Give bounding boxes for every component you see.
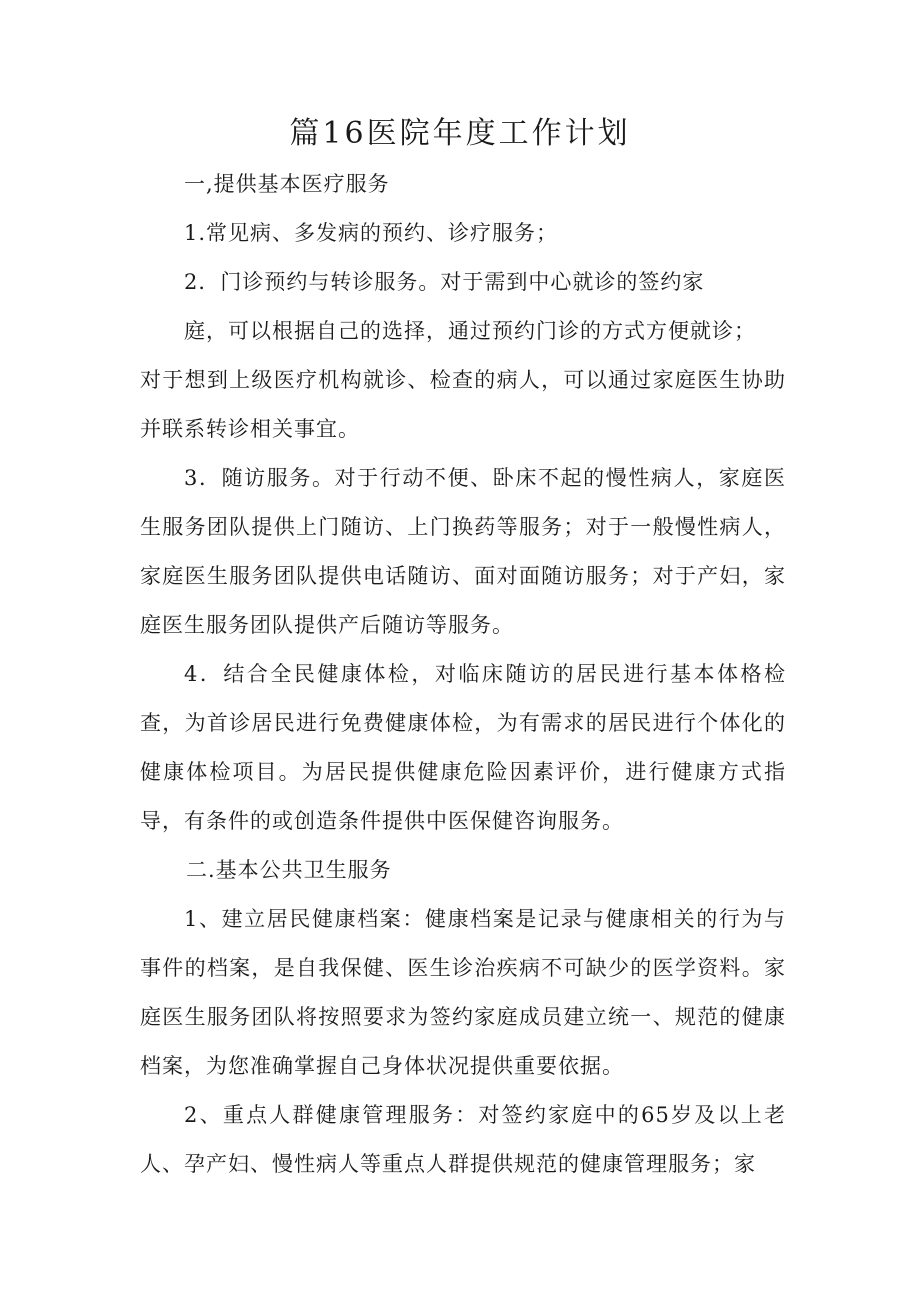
paragraph-item1: 1.常见病、多发病的预约、诊疗服务； (184, 221, 559, 245)
paragraph-item3: 3．随访服务。对于行动不便、卧床不起的慢性病人，家庭医生服务团队提供上门随访、上门换药等服务；对于一般慢性病人，家庭医生服务团队提供电话随访、面对面随访服务；对于产妇，家庭医生服务团队提供产后随访等服务。 (140, 466, 786, 637)
paragraph-item2-rest: 对于想到上级医疗机构就诊、检查的病人，可以通过家庭医生协助并联系转诊相关事宜。 (140, 368, 786, 441)
paragraph-item2-line2: 庭，可以根据自己的选择，通过预约门诊的方式方便就诊； (184, 319, 756, 343)
paragraph-sec2-item1: 1、建立居民健康档案：健康档案是记录与健康相关的行为与事件的档案，是自我保健、医生诊治疾病不可缺少的医学资料。家庭医生服务团队将按照要求为签约家庭成员建立统一、规范的健康档案，为您准确掌握自己身体状况提供重要依据。 (140, 907, 786, 1078)
paragraph-sec2-item2: 2、重点人群健康管理服务：对签约家庭中的65岁及以上老人、孕产妇、慢性病人等重点人群提供规范的健康管理服务；家 (140, 1103, 786, 1176)
page-title: 篇16医院年度工作计划 (289, 116, 631, 151)
section1-heading: 一,提供基本医疗服务 (184, 172, 390, 196)
paragraph-item2-line1: 2．门诊预约与转诊服务。对于需到中心就诊的签约家 (184, 270, 705, 294)
section2-heading: 二.基本公共卫生服务 (186, 858, 392, 882)
paragraph-item4: 4．结合全民健康体检，对临床随访的居民进行基本体格检查，为首诊居民进行免费健康体检，为有需求的居民进行个体化的健康体检项目。为居民提供健康危险因素评价，进行健康方式指导，有条件的或创造条件提供中医保健咨询服务。 (140, 662, 786, 833)
